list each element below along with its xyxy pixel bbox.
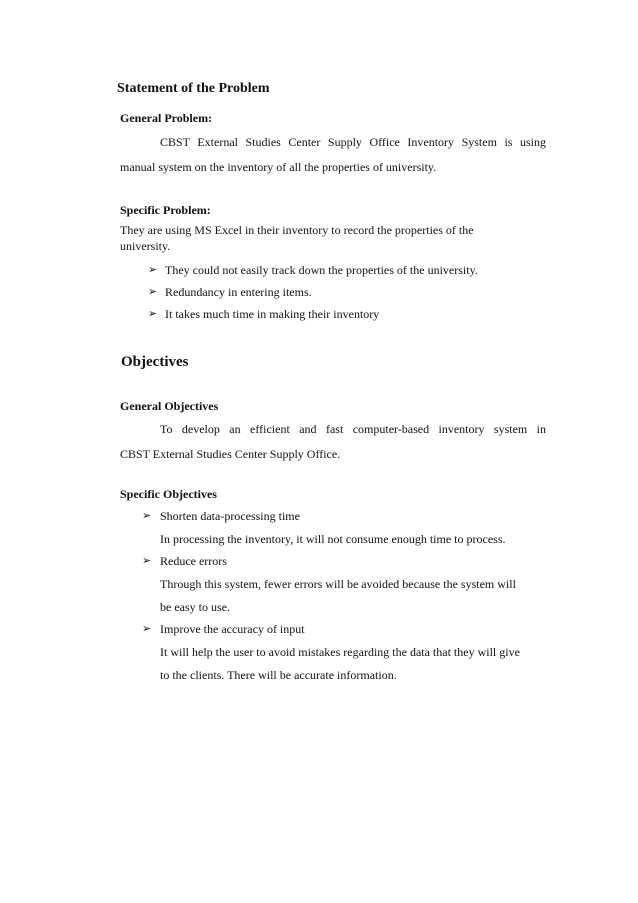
objective-3-title: Improve the accuracy of input [160, 622, 305, 636]
arrow-bullet-icon: ➢ [142, 509, 152, 522]
objective-2-line-1: Through this system, fewer errors will be avoided because the system will [160, 577, 516, 591]
problem-bullet-2: Redundancy in entering items. [165, 285, 312, 299]
specific-problem-line-2: university. [120, 239, 171, 253]
objective-1-line-1: In processing the inventory, it will not consume enough time to process. [160, 532, 506, 546]
specific-problem-heading: Specific Problem: [120, 203, 211, 217]
objective-2-title: Reduce errors [160, 554, 227, 568]
arrow-bullet-icon: ➢ [142, 622, 152, 635]
general-objectives-line-2: CBST External Studies Center Supply Office. [120, 447, 341, 461]
objective-1-title: Shorten data-processing time [160, 509, 300, 523]
problem-bullet-1: They could not easily track down the properties of the university. [165, 263, 478, 277]
general-objectives-line-1: To develop an efficient and fast computer-based inventory system in [160, 422, 546, 436]
specific-objectives-heading: Specific Objectives [120, 487, 217, 501]
arrow-bullet-icon: ➢ [148, 285, 158, 298]
general-problem-heading: General Problem: [120, 111, 213, 125]
objective-3-line-1: It will help the user to avoid mistakes regarding the data that they will give [160, 645, 520, 659]
objective-2-line-2: be easy to use. [160, 600, 230, 614]
general-objectives-heading: General Objectives [120, 399, 219, 413]
objective-3-line-2: to the clients. There will be accurate information. [160, 668, 397, 682]
arrow-bullet-icon: ➢ [142, 554, 152, 567]
general-problem-line-2: manual system on the inventory of all the properties of university. [120, 160, 437, 174]
statement-title: Statement of the Problem [117, 81, 270, 96]
arrow-bullet-icon: ➢ [148, 263, 158, 276]
arrow-bullet-icon: ➢ [148, 307, 158, 320]
problem-bullet-3: It takes much time in making their inventory [165, 307, 380, 321]
objectives-title: Objectives [121, 354, 189, 370]
specific-problem-line-1: They are using MS Excel in their inventory to record the properties of the [120, 223, 474, 237]
general-problem-line-1: CBST External Studies Center Supply Office Inventory System is using [160, 135, 546, 149]
